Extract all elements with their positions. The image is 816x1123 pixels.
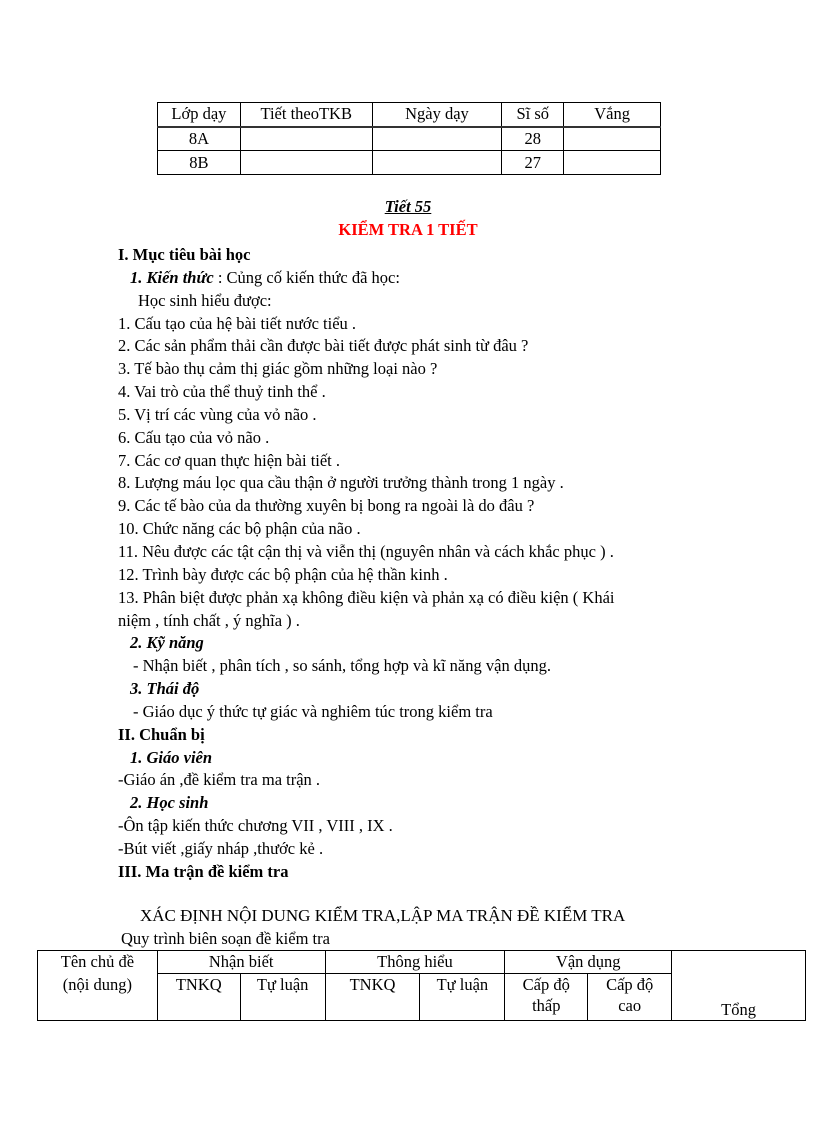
header-cell: Tiết theoTKB bbox=[240, 103, 372, 127]
cell bbox=[564, 151, 661, 175]
header-cell: Sĩ số bbox=[502, 103, 564, 127]
cell bbox=[372, 127, 502, 151]
header-cell: TNKQ bbox=[325, 974, 420, 1021]
text: - Nhận biết , phân tích , so sánh, tổng hợp và kĩ năng vận dụng. bbox=[133, 656, 551, 676]
cell bbox=[240, 127, 372, 151]
text: Học sinh hiểu được: bbox=[138, 290, 272, 310]
cell: 8A bbox=[158, 127, 241, 151]
list-item: 8. Lượng máu lọc qua cầu thận ở người trưởng thành trong 1 ngày . bbox=[118, 473, 564, 493]
subsection-heading: 3. Thái độ bbox=[130, 679, 200, 699]
cell: 28 bbox=[502, 127, 564, 151]
matrix-subheading: Quy trình biên soạn đề kiểm tra bbox=[121, 929, 330, 948]
section-heading: II. Chuẩn bị bbox=[118, 724, 205, 744]
section-heading: III. Ma trận đề kiểm tra bbox=[118, 861, 289, 881]
text: Tên chủ đề bbox=[60, 952, 135, 971]
list-item: 2. Các sản phẩm thải cần được bài tiết được phát sinh từ đâu ? bbox=[118, 336, 529, 356]
subsection-heading: 1. Giáo viên bbox=[130, 747, 213, 767]
list-item: 5. Vị trí các vùng của vỏ não . bbox=[118, 404, 317, 424]
text: (nội dung) bbox=[62, 975, 132, 994]
subsection-heading: 1. Kiến thức bbox=[130, 267, 214, 287]
header-cell: Cấp độ cao bbox=[588, 974, 672, 1021]
header-cell: Lớp dạy bbox=[158, 103, 241, 127]
list-item: 12. Trình bày được các bộ phận của hệ thần kinh . bbox=[118, 564, 448, 584]
list-item: 4. Vai trò của thể thuỷ tinh thể . bbox=[118, 382, 326, 402]
list-item: 10. Chức năng các bộ phận của não . bbox=[118, 519, 361, 539]
lesson-body bbox=[118, 244, 718, 884]
matrix-table bbox=[37, 950, 806, 1021]
header-cell: Nhận biết bbox=[157, 951, 325, 974]
text: -Bút viết ,giấy nháp ,thước kẻ . bbox=[118, 838, 324, 858]
header-cell: Tổng bbox=[672, 951, 806, 1021]
list-item: 3. Tế bào thụ cảm thị giác gồm những loại nào ? bbox=[118, 359, 438, 379]
table-row bbox=[158, 151, 661, 175]
header-cell: Tự luận bbox=[420, 974, 505, 1021]
list-item: niệm , tính chất , ý nghĩa ) . bbox=[118, 610, 300, 630]
list-item: 13. Phân biệt được phản xạ không điều kiện và phản xạ có điều kiện ( Khái bbox=[118, 587, 615, 607]
cell bbox=[240, 151, 372, 175]
text: -Ôn tập kiến thức chương VII , VIII , IX . bbox=[118, 816, 393, 836]
cell bbox=[372, 151, 502, 175]
header-cell: Vắng bbox=[564, 103, 661, 127]
list-item: 7. Các cơ quan thực hiện bài tiết . bbox=[118, 450, 341, 470]
subsection-heading: 2. Kỹ năng bbox=[130, 633, 204, 653]
list-item: 9. Các tế bào của da thường xuyên bị bong ra ngoài là do đâu ? bbox=[118, 496, 535, 516]
header-cell: Cấp độ thấp bbox=[505, 974, 588, 1021]
list-item: 1. Cấu tạo của hệ bài tiết nước tiểu . bbox=[118, 313, 357, 333]
header-cell: Vận dụng bbox=[505, 951, 672, 974]
cell: 8B bbox=[158, 151, 241, 175]
section-heading: I. Mục tiêu bài học bbox=[118, 245, 251, 264]
list-item: 6. Cấu tạo của vỏ não . bbox=[118, 427, 270, 447]
lesson-title: KIỂM TRA 1 TIẾT bbox=[338, 220, 478, 239]
text: - Giáo dục ý thức tự giác và nghiêm túc trong kiểm tra bbox=[133, 701, 493, 721]
subsection-heading: 2. Học sinh bbox=[130, 793, 209, 813]
text: -Giáo án ,đề kiểm tra ma trận . bbox=[118, 770, 321, 790]
cell bbox=[564, 127, 661, 151]
header-cell: Tự luận bbox=[240, 974, 325, 1021]
header-cell: TNKQ bbox=[157, 974, 240, 1021]
matrix-heading: XÁC ĐỊNH NỘI DUNG KIỂM TRA,LẬP MA TRẬN ĐỀ KIỂM TRA bbox=[140, 906, 626, 925]
header-cell: Ngày dạy bbox=[372, 103, 502, 127]
lesson-number: Tiết 55 bbox=[384, 197, 432, 216]
text: : Củng cố kiến thức đã học: bbox=[213, 267, 400, 287]
header-cell bbox=[38, 951, 158, 1021]
list-item: 11. Nêu được các tật cận thị và viễn thị (nguyên nhân và cách khắc phục ) . bbox=[118, 541, 614, 561]
class-table bbox=[157, 102, 661, 175]
table-row bbox=[158, 127, 661, 151]
cell: 27 bbox=[502, 151, 564, 175]
header-cell: Thông hiểu bbox=[325, 951, 505, 974]
